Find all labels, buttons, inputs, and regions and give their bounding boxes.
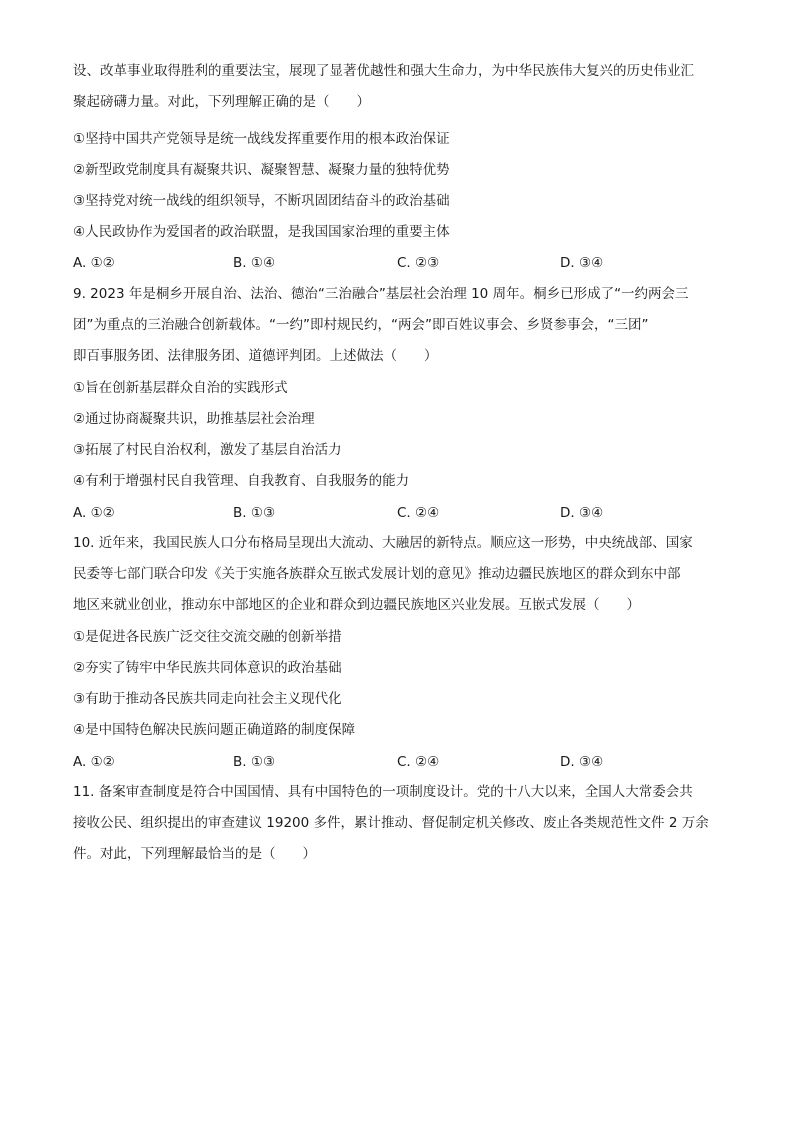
q8-statement-3: ③坚持党对统一战线的组织领导，不断巩固团结奋斗的政治基础: [73, 193, 450, 209]
q9-stem-line-1: 9. 2023 年是桐乡开展自治、法治、德治“三治融合”基层社会治理 10 周年。桐乡已形成了“一约两会三: [73, 286, 689, 302]
q9-statement-2: ②通过协商凝聚共识，助推基层社会治理: [73, 411, 315, 427]
q10-statement-2: ②夯实了铸牢中华民族共同体意识的政治基础: [73, 660, 342, 676]
q10-stem-line-2: 民委等七部门联合印发《关于实施各族群众互嵌式发展计划的意见》推动边疆民族地区的群众到东中部: [73, 566, 681, 582]
q8-option-d[interactable]: D. ③④: [560, 255, 604, 271]
q8-stem-line-1: 设、改革事业取得胜利的重要法宝，展现了显著优越性和强大生命力，为中华民族伟大复兴的历史伟业汇: [73, 63, 694, 79]
q11-stem-line-2: 接收公民、组织提出的审查建议 19200 多件，累计推动、督促制定机关修改、废止各类规范性文件 2 万余: [73, 815, 709, 831]
q10-statement-4: ④是中国特色解决民族问题正确道路的制度保障: [73, 722, 356, 738]
q10-statement-1: ①是促进各民族广泛交往交流交融的创新举措: [73, 629, 342, 645]
q9-stem-line-2: 团”为重点的三治融合创新载体。“一约”即村规民约，“两会”即百姓议事会、乡贤参事会，“三团”: [73, 317, 649, 333]
q9-option-a[interactable]: A. ①②: [73, 505, 115, 521]
q8-options: [73, 248, 733, 279]
q10-option-d[interactable]: D. ③④: [560, 754, 604, 770]
q11-stem-line-1: 11. 备案审查制度是符合中国国情、具有中国特色的一项制度设计。党的十八大以来，全国人大常委会共: [73, 784, 693, 800]
q8-option-c[interactable]: C. ②③: [397, 255, 440, 271]
q9-statement-4: ④有利于增强村民自我管理、自我教育、自我服务的能力: [73, 473, 410, 489]
q9-option-b[interactable]: B. ①③: [233, 505, 276, 521]
q9-option-d[interactable]: D. ③④: [560, 505, 604, 521]
q8-option-a[interactable]: A. ①②: [73, 255, 115, 271]
q10-option-a[interactable]: A. ①②: [73, 754, 115, 770]
q8-stem-line-2: 聚起磅礴力量。对此，下列理解正确的是（ ）: [73, 94, 370, 110]
q8-statement-4: ④人民政协作为爱国者的政治联盟，是我国国家治理的重要主体: [73, 224, 450, 240]
q9-options: [73, 498, 733, 529]
q9-stem-line-3: 即百事服务团、法律服务团、道德评判团。上述做法（ ）: [73, 348, 438, 364]
q10-stem-line-3: 地区来就业创业，推动东中部地区的企业和群众到边疆民族地区兴业发展。互嵌式发展（ ）: [73, 597, 640, 613]
q10-option-c[interactable]: C. ②④: [397, 754, 440, 770]
q10-statement-3: ③有助于推动各民族共同走向社会主义现代化: [73, 691, 342, 707]
q9-option-c[interactable]: C. ②④: [397, 505, 440, 521]
q11-stem-line-3: 件。对此，下列理解最恰当的是（ ）: [73, 846, 316, 862]
q9-statement-3: ③拓展了村民自治权利，激发了基层自治活力: [73, 442, 342, 458]
q9-statement-1: ①旨在创新基层群众自治的实践形式: [73, 380, 288, 396]
q8-option-b[interactable]: B. ①④: [233, 255, 276, 271]
q10-options: [73, 747, 733, 778]
q8-statement-2: ②新型政党制度具有凝聚共识、凝聚智慧、凝聚力量的独特优势: [73, 162, 450, 178]
q10-option-b[interactable]: B. ①③: [233, 754, 276, 770]
q10-stem-line-1: 10. 近年来，我国民族人口分布格局呈现出大流动、大融居的新特点。顺应这一形势，中央统战部、国家: [73, 535, 693, 551]
q8-statement-1: ①坚持中国共产党领导是统一战线发挥重要作用的根本政治保证: [73, 131, 450, 147]
